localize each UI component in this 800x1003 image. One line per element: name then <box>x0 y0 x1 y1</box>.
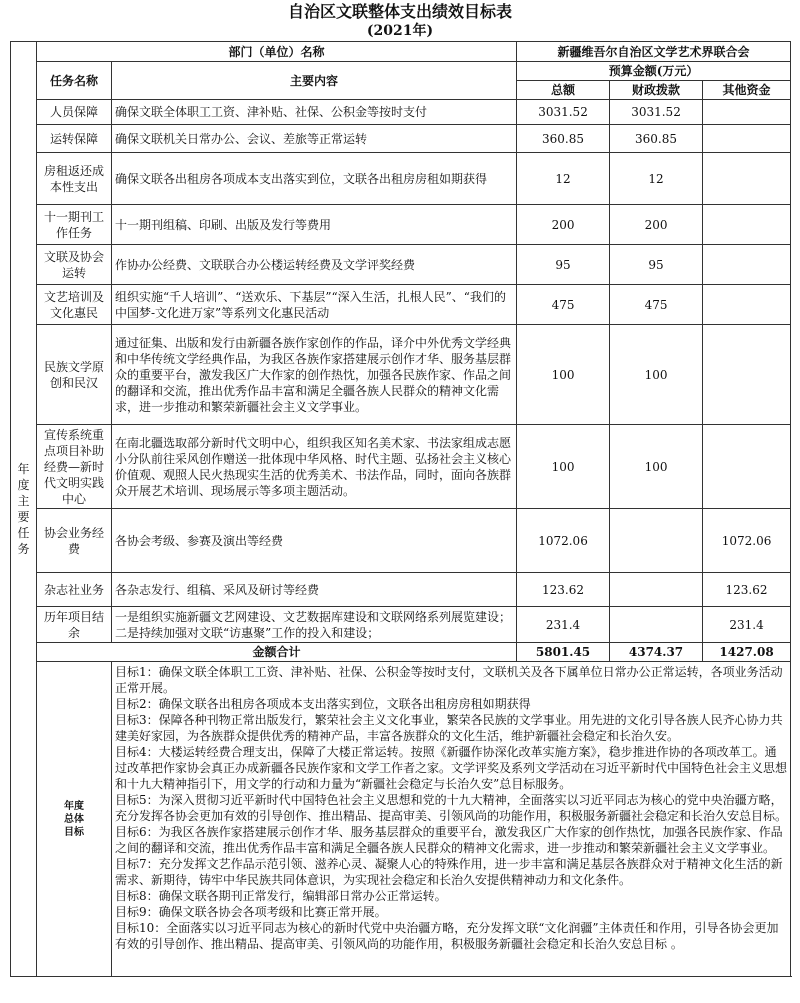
amount-other <box>703 205 791 245</box>
amount-total: 360.85 <box>517 125 610 153</box>
table-row <box>11 153 791 205</box>
goal-item: 目标9：确保文联各协会各项考级和比赛正常开展。 <box>115 905 387 919</box>
amount-total: 95 <box>517 245 610 285</box>
table-row <box>11 100 791 125</box>
task-content: 十一期刊组稿、印刷、出版及发行等费用 <box>112 205 517 245</box>
amount-total: 12 <box>517 153 610 205</box>
goal-item: 目标8：确保文联各期刊正常发行，编辑部日常办公正常运转。 <box>115 889 447 903</box>
task-content: 组织实施“千人培训”、“送欢乐、下基层”“深入生活，扎根人民”、“我们的中国梦-文化进万家”等系列文化惠民活动 <box>112 285 517 325</box>
col-header-fiscal: 财政拨款 <box>610 81 703 100</box>
amount-total: 100 <box>517 325 610 425</box>
amount-fiscal <box>610 573 703 607</box>
goal-item: 目标3：保障各种刊物正常出版发行，繁荣社会主义文化事业，繁荣各民族的文学事业。用先进的文化引导各族人民齐心协力共建美好家园，为各族群众提供优秀的精神产品，丰富各族群众的文化生活，维护新疆社会稳定和长治久安。 <box>115 713 783 743</box>
annual-goals-list <box>112 662 791 977</box>
amount-other <box>703 425 791 509</box>
side-label-annual-tasks: 年度主要任务 <box>11 42 37 977</box>
amount-fiscal: 360.85 <box>610 125 703 153</box>
side-label-annual-goals: 年度总体目标 <box>37 662 112 977</box>
amount-total: 100 <box>517 425 610 509</box>
goal-item: 目标2：确保文联各出租房各项成本支出落实到位，文联各出租房房租如期获得 <box>115 697 531 711</box>
task-name: 宣传系统重点项目补助经费—新时代文明实践中心 <box>37 425 112 509</box>
amount-total: 123.62 <box>517 573 610 607</box>
task-name: 文艺培训及文化惠民 <box>37 285 112 325</box>
amount-fiscal: 12 <box>610 153 703 205</box>
task-name: 文联及协会运转 <box>37 245 112 285</box>
amount-fiscal: 475 <box>610 285 703 325</box>
amount-total: 1072.06 <box>517 509 610 573</box>
dept-name: 新疆维吾尔自治区文学艺术界联合会 <box>517 42 791 62</box>
task-content: 确保文联各出租房各项成本支出落实到位，文联各出租房房租如期获得 <box>112 153 517 205</box>
task-content: 确保文联机关日常办公、会议、差旅等正常运转 <box>112 125 517 153</box>
task-name: 杂志社业务 <box>37 573 112 607</box>
task-name: 历年项目结余 <box>37 607 112 643</box>
col-header-budget: 预算金额(万元） <box>517 62 791 81</box>
task-content: 作协办公经费、文联联合办公楼运转经费及文学评奖经费 <box>112 245 517 285</box>
amount-other <box>703 125 791 153</box>
task-name: 房租返还成本性支出 <box>37 153 112 205</box>
sum-other: 1427.08 <box>703 643 791 662</box>
col-header-content: 主要内容 <box>112 62 517 100</box>
task-name: 协会业务经费 <box>37 509 112 573</box>
annual-goals-row <box>11 662 791 977</box>
sum-row <box>11 643 791 662</box>
amount-other: 123.62 <box>703 573 791 607</box>
goal-item: 目标4：大楼运转经费合理支出，保障了大楼正常运转。按照《新疆作协深化改革实施方案》，稳步推进作协的各项改革工。通过改革把作家协会真正办成新疆各民族作家和文学工作者之家。文学评奖及系列文学活动在习近平新时代中国特色社会主义思想和十九大精神指引下，用文学的行动和力量为“新疆社会稳定与长治久安”总目标服务。 <box>115 745 788 791</box>
goal-item: 目标6：为我区各族作家搭建展示创作才华、服务基层群众的重要平台，激发我区广大作家的创作热忱，加强各民族作家、作品之间的翻译和交流，推出优秀作品丰富和满足全疆各族人民群众的精神文化需求，进一步推动和繁荣新疆社会主义文学事业。 <box>115 825 783 855</box>
task-name: 运转保障 <box>37 125 112 153</box>
amount-other: 1072.06 <box>703 509 791 573</box>
amount-fiscal <box>610 607 703 643</box>
task-content: 通过征集、出版和发行由新疆各族作家创作的作品，译介中外优秀文学经典和中华传统文学经典作品，为我区各族作家搭建展示创作才华、服务基层群众的重要平台，激发我区广大作家的创作热忱，加强各民族作家、作品之间的翻译和交流，推出优秀作品丰富和满足全疆各族人民群众的精神文化需求，进一步推动和繁荣新疆社会主义文学事业。 <box>112 325 517 425</box>
page-subtitle-year: (2021年) <box>366 23 434 39</box>
table-row <box>11 125 791 153</box>
goal-item: 目标7：充分发挥文艺作品示范引领、滋养心灵、凝聚人心的特殊作用，进一步丰富和满足基层各族群众对于精神文化生活的新需求、新期待，铸牢中华民族共同体意识，为实现社会稳定和长治久安提供精神动力和文化条件。 <box>115 857 783 887</box>
amount-fiscal: 100 <box>610 425 703 509</box>
budget-table <box>10 41 791 977</box>
sum-total: 5801.45 <box>517 643 610 662</box>
table-row <box>11 205 791 245</box>
task-content: 在南北疆选取部分新时代文明中心，组织我区知名美术家、书法家组成志愿小分队前往采风创作赠送一批体现中华风格、时代主题、弘扬社会主义核心价值观、观照人民火热现实生活的优秀美术、书法作品，同时，面向各族群众开展艺术培训、现场展示等多项主题活动。 <box>112 425 517 509</box>
amount-fiscal: 95 <box>610 245 703 285</box>
amount-other: 231.4 <box>703 607 791 643</box>
task-content: 确保文联全体职工工资、津补贴、社保、公积金等按时支付 <box>112 100 517 125</box>
table-row <box>11 607 791 643</box>
col-header-total: 总额 <box>517 81 610 100</box>
table-row <box>11 245 791 285</box>
task-name: 十一期刊工作任务 <box>37 205 112 245</box>
dept-label: 部门（单位）名称 <box>37 42 517 62</box>
amount-fiscal: 200 <box>610 205 703 245</box>
amount-other <box>703 285 791 325</box>
goal-item: 目标1：确保文联全体职工工资、津补贴、社保、公积金等按时支付，文联机关及各下属单位日常办公正常运转，各项业务活动正常开展。 <box>115 665 783 695</box>
amount-total: 475 <box>517 285 610 325</box>
goal-item: 目标10：全面落实以习近平同志为核心的新时代党中央治疆方略，充分发挥文联“文化润疆”主体责任和作用，引导各协会更加有效的引导创作、推出精品、提高审美、引领风尚的功能作用，积极服务新疆社会稳定和长治久安总目标 。 <box>115 921 779 951</box>
table-row <box>11 573 791 607</box>
amount-other <box>703 153 791 205</box>
table-row <box>11 325 791 425</box>
amount-fiscal: 3031.52 <box>610 100 703 125</box>
goal-item: 目标5：为深入贯彻习近平新时代中国特色社会主义思想和党的十九大精神，全面落实以习近平同志为核心的党中央治疆方略，充分发挥各协会更加有效的引导创作、推出精品、提高审美、引领风尚的功能作用，积极服务新疆社会稳定和长治久安总目标。 <box>115 793 788 823</box>
col-header-task: 任务名称 <box>37 62 112 100</box>
amount-total: 200 <box>517 205 610 245</box>
task-name: 民族文学原创和民汉 <box>37 325 112 425</box>
table-row <box>11 425 791 509</box>
task-name: 人员保障 <box>37 100 112 125</box>
table-row <box>11 285 791 325</box>
amount-total: 3031.52 <box>517 100 610 125</box>
sum-label: 金额合计 <box>37 643 517 662</box>
task-content: 各杂志发行、组稿、采风及研讨等经费 <box>112 573 517 607</box>
amount-other <box>703 100 791 125</box>
task-content: 一是组织实施新疆文艺网建设、文艺数据库建设和文联网络系列展览建设；二是持续加强对文联“访惠聚”工作的投入和建设； <box>112 607 517 643</box>
table-row <box>11 509 791 573</box>
amount-other <box>703 245 791 285</box>
amount-fiscal: 100 <box>610 325 703 425</box>
amount-other <box>703 325 791 425</box>
amount-fiscal <box>610 509 703 573</box>
col-header-other: 其他资金 <box>703 81 791 100</box>
amount-total: 231.4 <box>517 607 610 643</box>
page-title: 自治区文联整体支出绩效目标表 <box>287 2 512 21</box>
sum-fiscal: 4374.37 <box>610 643 703 662</box>
task-content: 各协会考级、参赛及演出等经费 <box>112 509 517 573</box>
